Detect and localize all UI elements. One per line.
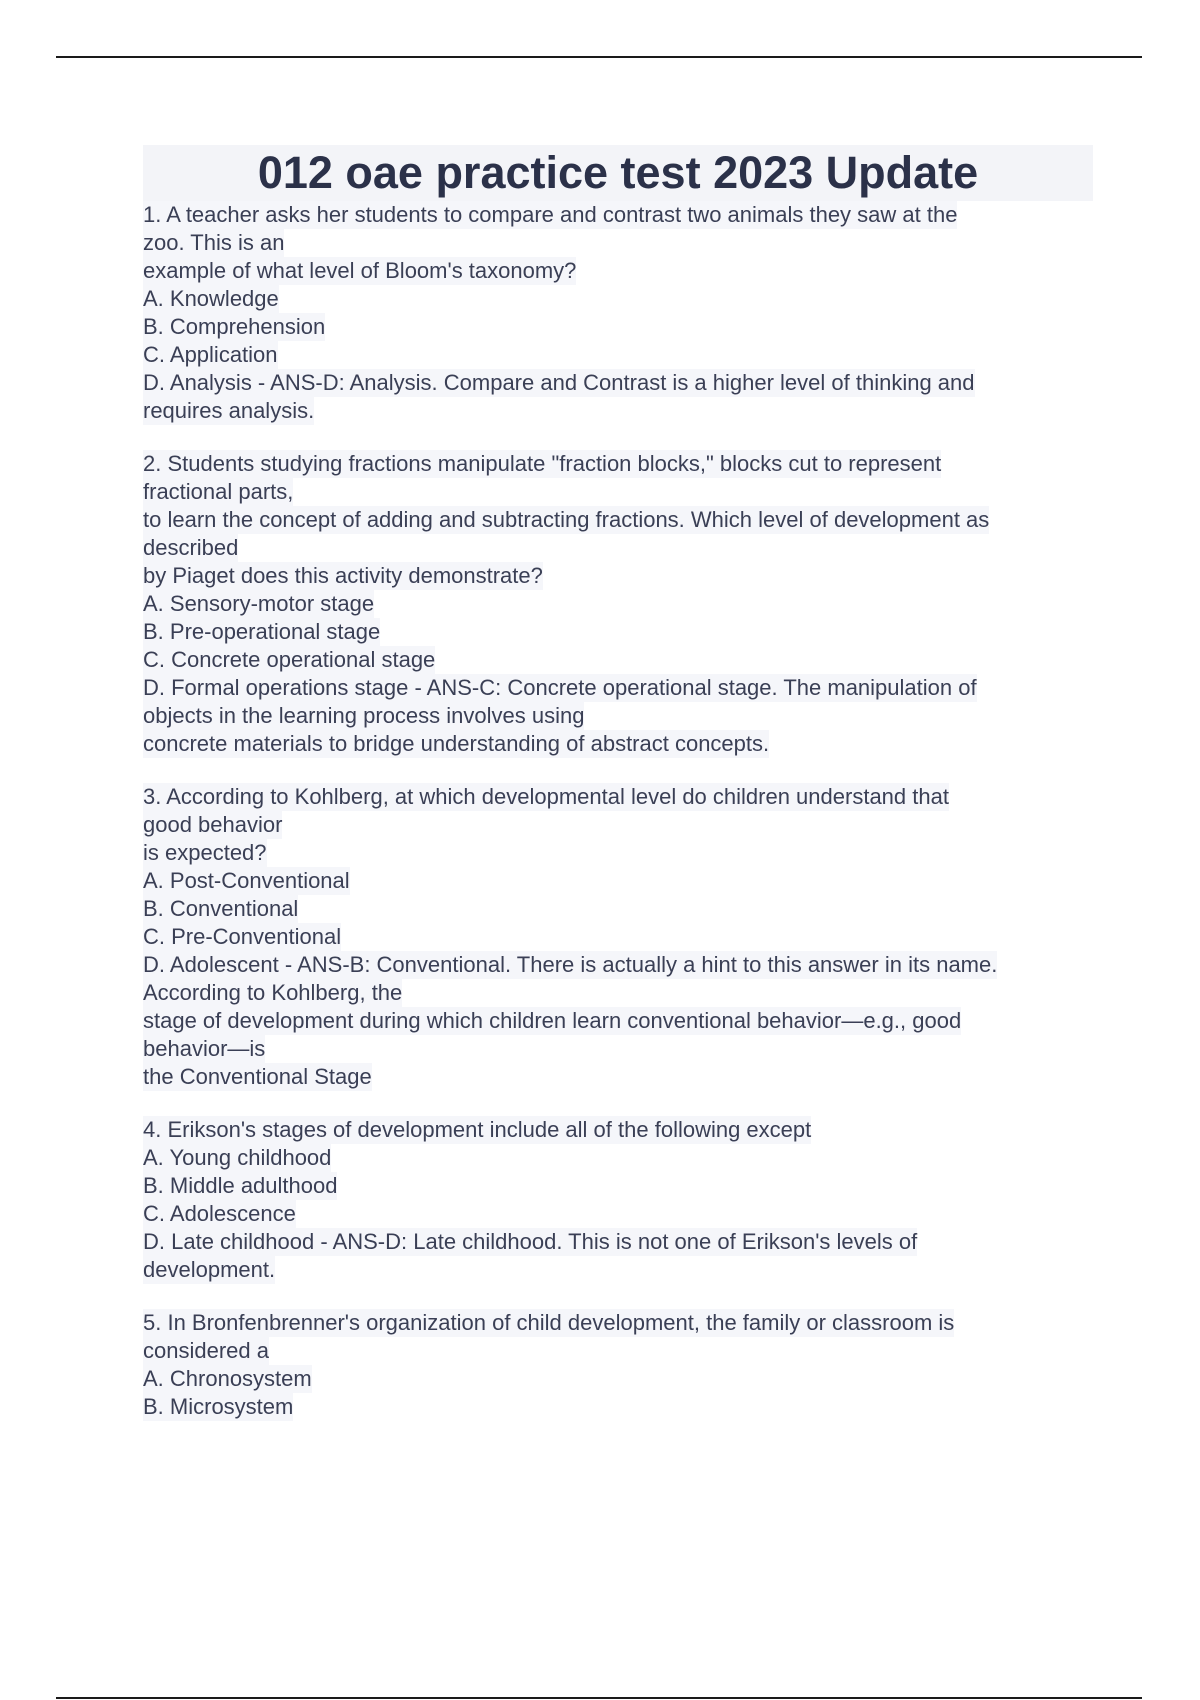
text-line: development. bbox=[143, 1257, 276, 1282]
answer-option: A. Post-Conventional bbox=[143, 868, 350, 893]
top-rule bbox=[56, 56, 1142, 58]
text-line: 1. A teacher asks her students to compare and contrast two animals they saw at the bbox=[143, 202, 958, 227]
answer-option: B. Microsystem bbox=[143, 1394, 294, 1419]
text-line: considered a bbox=[143, 1338, 269, 1363]
answer-option: C. Concrete operational stage bbox=[143, 647, 436, 672]
text-line: 4. Erikson's stages of development include all of the following except bbox=[143, 1117, 812, 1142]
page-title: 012 oae practice test 2023 Update bbox=[143, 145, 1093, 201]
text-line: requires analysis. bbox=[143, 398, 315, 423]
text-line: stage of development during which children learn conventional behavior—e.g., good bbox=[143, 1008, 962, 1033]
answer-option: B. Conventional bbox=[143, 896, 299, 921]
answer-option: C. Application bbox=[143, 342, 278, 367]
text-line: the Conventional Stage bbox=[143, 1064, 372, 1089]
answer-option: D. Analysis - ANS-D: Analysis. Compare and Contrast is a higher level of thinking and bbox=[143, 370, 975, 395]
answer-option: B. Comprehension bbox=[143, 314, 326, 339]
answer-option: C. Adolescence bbox=[143, 1201, 296, 1226]
bottom-rule bbox=[56, 1697, 1142, 1699]
answer-option: C. Pre-Conventional bbox=[143, 924, 342, 949]
question-1 bbox=[143, 201, 1093, 425]
text-line: to learn the concept of adding and subtracting fractions. Which level of development as bbox=[143, 507, 990, 532]
text-line: behavior—is bbox=[143, 1036, 266, 1061]
answer-option: A. Chronosystem bbox=[143, 1366, 312, 1391]
answer-option: A. Young childhood bbox=[143, 1145, 332, 1170]
text-line: described bbox=[143, 535, 239, 560]
answer-option: B. Middle adulthood bbox=[143, 1173, 338, 1198]
text-line: by Piaget does this activity demonstrate? bbox=[143, 563, 543, 588]
answer-option: D. Formal operations stage - ANS-C: Concrete operational stage. The manipulation of bbox=[143, 675, 977, 700]
question-2 bbox=[143, 450, 1093, 758]
answer-option: D. Adolescent - ANS-B: Conventional. There is actually a hint to this answer in its name. bbox=[143, 952, 998, 977]
text-line: zoo. This is an bbox=[143, 230, 285, 255]
text-line: example of what level of Bloom's taxonomy? bbox=[143, 258, 577, 283]
text-line: good behavior bbox=[143, 812, 283, 837]
answer-option: B. Pre-operational stage bbox=[143, 619, 381, 644]
question-3 bbox=[143, 783, 1093, 1091]
document-body bbox=[143, 145, 1093, 1446]
text-line: concrete materials to bridge understanding of abstract concepts. bbox=[143, 731, 770, 756]
text-line: According to Kohlberg, the bbox=[143, 980, 403, 1005]
answer-option: D. Late childhood - ANS-D: Late childhood. This is not one of Erikson's levels of bbox=[143, 1229, 918, 1254]
text-line: is expected? bbox=[143, 840, 267, 865]
answer-option: A. Sensory-motor stage bbox=[143, 591, 375, 616]
text-line: 5. In Bronfenbrenner's organization of child development, the family or classroom is bbox=[143, 1310, 955, 1335]
question-5 bbox=[143, 1309, 1093, 1421]
answer-option: A. Knowledge bbox=[143, 286, 279, 311]
text-line: objects in the learning process involves using bbox=[143, 703, 585, 728]
text-line: 2. Students studying fractions manipulate "fraction blocks," blocks cut to represent bbox=[143, 451, 942, 476]
text-line: 3. According to Kohlberg, at which developmental level do children understand that bbox=[143, 784, 949, 809]
text-line: fractional parts, bbox=[143, 479, 294, 504]
question-4 bbox=[143, 1116, 1093, 1284]
